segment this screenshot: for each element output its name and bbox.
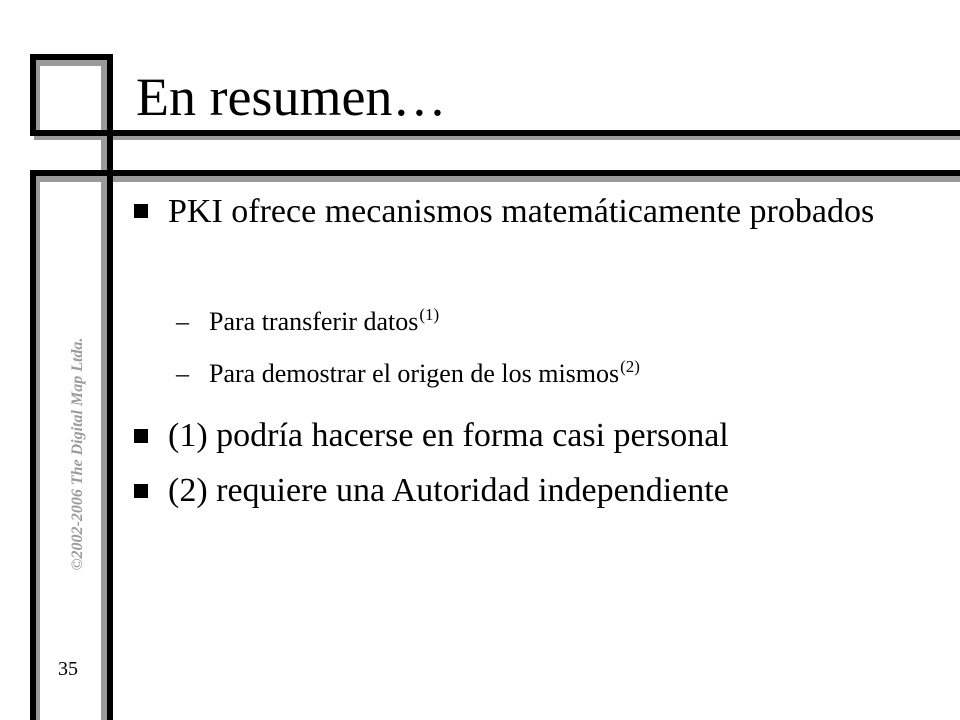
square-bullet-icon — [134, 484, 148, 498]
dash-bullet: – — [176, 359, 189, 388]
square-bullet-icon — [134, 429, 148, 443]
bullet-text: PKI ofrece mecanismos matemáticamente probados — [168, 193, 875, 230]
frame-content-rule — [30, 170, 960, 176]
frame-top-left-bar — [30, 54, 112, 60]
bullet-text: (2) requiere una Autoridad independiente — [168, 472, 729, 509]
footnote-marker: (2) — [620, 357, 640, 376]
page-number: 35 — [58, 658, 78, 680]
frame-left-top-bar — [30, 54, 36, 136]
bullet-text: (1) podría hacerse en forma casi personal — [168, 417, 729, 454]
dash-bullet: – — [176, 307, 189, 336]
frame-top-left-shadow — [34, 60, 108, 66]
frame-title-rule — [30, 130, 960, 136]
sub-item-text: Para demostrar el origen de los mismos — [209, 359, 620, 388]
frame-left-bottom-bar — [30, 170, 36, 720]
footnote-marker: (1) — [419, 305, 440, 324]
sub-item-text: Para transferir datos — [209, 307, 419, 336]
frame-vertical-bar — [107, 54, 113, 720]
frame-content-rule-shadow — [34, 176, 960, 182]
slide-title: En resumen… — [136, 67, 447, 127]
sub-item — [209, 306, 909, 341]
square-bullet-icon — [134, 204, 148, 218]
copyright-watermark: ©2002-2006 The Digital Map Ltda. — [69, 337, 86, 571]
sub-item — [209, 358, 909, 393]
